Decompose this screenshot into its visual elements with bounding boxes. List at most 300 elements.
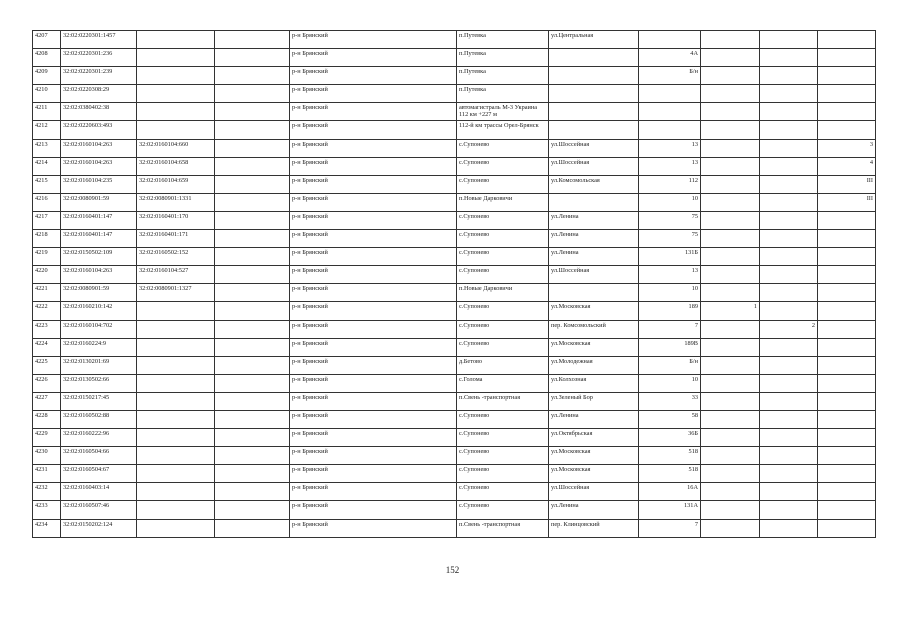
street: ул.Ленина: [549, 248, 639, 266]
row-number: 4228: [33, 410, 61, 428]
related-cadastral-number: [137, 465, 215, 483]
apartment-cell: [818, 103, 876, 121]
building-cell: [701, 447, 760, 465]
district: р-н Брянский: [290, 338, 457, 356]
row-number: 4223: [33, 320, 61, 338]
building-cell: 1: [701, 302, 760, 320]
locality: с.Супонево: [457, 429, 549, 447]
unit-cell: [760, 338, 818, 356]
district: р-н Брянский: [290, 302, 457, 320]
empty-cell: [215, 49, 290, 67]
empty-cell: [215, 211, 290, 229]
apartment-cell: [818, 410, 876, 428]
house-number: 189В: [639, 338, 701, 356]
table-row: [33, 193, 876, 211]
building-cell: [701, 483, 760, 501]
row-number: 4216: [33, 193, 61, 211]
empty-cell: [215, 157, 290, 175]
table-row: [33, 284, 876, 302]
locality: с.Супонево: [457, 447, 549, 465]
table-row: [33, 31, 876, 49]
apartment-cell: [818, 67, 876, 85]
table-row: [33, 85, 876, 103]
unit-cell: [760, 211, 818, 229]
cadastral-number: 32:02:0160104:263: [61, 139, 137, 157]
street: ул.Шоссейная: [549, 157, 639, 175]
apartment-cell: III: [818, 175, 876, 193]
cadastral-number: 32:02:0160104:263: [61, 157, 137, 175]
row-number: 4209: [33, 67, 61, 85]
house-number: 4А: [639, 49, 701, 67]
house-number: 10: [639, 193, 701, 211]
locality: 112-й км трассы Орел-Брянск: [457, 121, 549, 139]
apartment-cell: [818, 320, 876, 338]
table-row: [33, 302, 876, 320]
unit-cell: [760, 85, 818, 103]
house-number: 7: [639, 320, 701, 338]
empty-cell: [215, 519, 290, 537]
empty-cell: [215, 320, 290, 338]
house-number: 10: [639, 284, 701, 302]
cadastral-number: 32:02:0160401:147: [61, 230, 137, 248]
house-number: 33: [639, 392, 701, 410]
row-number: 4208: [33, 49, 61, 67]
locality: п.Свень -транспортная: [457, 392, 549, 410]
unit-cell: [760, 139, 818, 157]
cadastral-number: 32:02:0220301:239: [61, 67, 137, 85]
empty-cell: [215, 175, 290, 193]
cadastral-number: 32:02:0150502:109: [61, 248, 137, 266]
locality: с.Супонево: [457, 338, 549, 356]
related-cadastral-number: 32:02:0160104:659: [137, 175, 215, 193]
locality: с.Супонево: [457, 211, 549, 229]
street: ул.Шоссейная: [549, 266, 639, 284]
locality: с.Супонево: [457, 320, 549, 338]
district: р-н Брянский: [290, 121, 457, 139]
house-number: 131А: [639, 501, 701, 519]
locality: с.Супонево: [457, 465, 549, 483]
table-row: [33, 266, 876, 284]
locality: с.Супонево: [457, 266, 549, 284]
house-number: 75: [639, 211, 701, 229]
apartment-cell: [818, 121, 876, 139]
cadastral-number: 32:02:0160104:263: [61, 266, 137, 284]
house-number: 13: [639, 157, 701, 175]
apartment-cell: [818, 501, 876, 519]
district: р-н Брянский: [290, 67, 457, 85]
district: р-н Брянский: [290, 356, 457, 374]
locality: п.Путевка: [457, 31, 549, 49]
row-number: 4229: [33, 429, 61, 447]
street: ул.Московская: [549, 465, 639, 483]
locality: автомагистраль М-3 Украина 112 км +227 м: [457, 103, 549, 121]
unit-cell: [760, 501, 818, 519]
related-cadastral-number: [137, 447, 215, 465]
table-row: [33, 356, 876, 374]
cadastral-number: 32:02:0220301:236: [61, 49, 137, 67]
empty-cell: [215, 483, 290, 501]
building-cell: [701, 230, 760, 248]
locality: п.Свень -транспортная: [457, 519, 549, 537]
related-cadastral-number: [137, 519, 215, 537]
empty-cell: [215, 248, 290, 266]
table-row: [33, 483, 876, 501]
apartment-cell: [818, 284, 876, 302]
locality: п.Новые Дарковичи: [457, 193, 549, 211]
table-row: [33, 157, 876, 175]
empty-cell: [215, 356, 290, 374]
building-cell: [701, 31, 760, 49]
house-number: 518: [639, 447, 701, 465]
unit-cell: [760, 410, 818, 428]
building-cell: [701, 175, 760, 193]
unit-cell: [760, 284, 818, 302]
related-cadastral-number: [137, 356, 215, 374]
row-number: 4212: [33, 121, 61, 139]
building-cell: [701, 519, 760, 537]
locality: п.Путевка: [457, 49, 549, 67]
house-number: 75: [639, 230, 701, 248]
table-row: [33, 392, 876, 410]
unit-cell: [760, 266, 818, 284]
related-cadastral-number: [137, 31, 215, 49]
related-cadastral-number: 32:02:0080901:1327: [137, 284, 215, 302]
locality: с.Супонево: [457, 139, 549, 157]
unit-cell: [760, 230, 818, 248]
empty-cell: [215, 284, 290, 302]
row-number: 4233: [33, 501, 61, 519]
district: р-н Брянский: [290, 374, 457, 392]
apartment-cell: [818, 374, 876, 392]
building-cell: [701, 501, 760, 519]
row-number: 4230: [33, 447, 61, 465]
related-cadastral-number: [137, 338, 215, 356]
district: р-н Брянский: [290, 447, 457, 465]
empty-cell: [215, 230, 290, 248]
building-cell: [701, 338, 760, 356]
table-row: [33, 230, 876, 248]
table-row: [33, 410, 876, 428]
cadastral-number: 32:02:0160502:88: [61, 410, 137, 428]
house-number: [639, 85, 701, 103]
apartment-cell: [818, 447, 876, 465]
related-cadastral-number: [137, 302, 215, 320]
related-cadastral-number: [137, 374, 215, 392]
empty-cell: [215, 103, 290, 121]
unit-cell: [760, 392, 818, 410]
apartment-cell: [818, 465, 876, 483]
row-number: 4214: [33, 157, 61, 175]
apartment-cell: [818, 248, 876, 266]
table-row: [33, 465, 876, 483]
apartment-cell: [818, 483, 876, 501]
related-cadastral-number: 32:02:0080901:1331: [137, 193, 215, 211]
locality: п.Путевка: [457, 67, 549, 85]
empty-cell: [215, 410, 290, 428]
district: р-н Брянский: [290, 501, 457, 519]
row-number: 4225: [33, 356, 61, 374]
row-number: 4221: [33, 284, 61, 302]
house-number: [639, 31, 701, 49]
house-number: 189: [639, 302, 701, 320]
building-cell: [701, 374, 760, 392]
district: р-н Брянский: [290, 211, 457, 229]
related-cadastral-number: [137, 49, 215, 67]
street: пер. Клинцовский: [549, 519, 639, 537]
house-number: Б/н: [639, 67, 701, 85]
street: [549, 193, 639, 211]
unit-cell: [760, 483, 818, 501]
district: р-н Брянский: [290, 266, 457, 284]
cadastral-number: 32:02:0130201:69: [61, 356, 137, 374]
street: ул.Московская: [549, 302, 639, 320]
building-cell: [701, 49, 760, 67]
related-cadastral-number: [137, 429, 215, 447]
row-number: 4215: [33, 175, 61, 193]
cadastral-number: 32:02:0080901:59: [61, 284, 137, 302]
apartment-cell: [818, 266, 876, 284]
district: р-н Брянский: [290, 410, 457, 428]
building-cell: [701, 211, 760, 229]
street: [549, 121, 639, 139]
locality: с.Супонево: [457, 157, 549, 175]
street: [549, 67, 639, 85]
cadastral-number: 32:02:0160403:14: [61, 483, 137, 501]
related-cadastral-number: [137, 121, 215, 139]
cadastral-number: 32:02:0160222:96: [61, 429, 137, 447]
cadastral-number: 32:02:0080901:59: [61, 193, 137, 211]
table-row: [33, 374, 876, 392]
district: р-н Брянский: [290, 85, 457, 103]
house-number: 7: [639, 519, 701, 537]
unit-cell: [760, 157, 818, 175]
district: р-н Брянский: [290, 157, 457, 175]
house-number: 58: [639, 410, 701, 428]
building-cell: [701, 103, 760, 121]
row-number: 4207: [33, 31, 61, 49]
apartment-cell: [818, 302, 876, 320]
district: р-н Брянский: [290, 429, 457, 447]
street: ул.Московская: [549, 338, 639, 356]
district: р-н Брянский: [290, 139, 457, 157]
related-cadastral-number: [137, 392, 215, 410]
related-cadastral-number: 32:02:0160104:660: [137, 139, 215, 157]
district: р-н Брянский: [290, 31, 457, 49]
cadastral-number: 32:02:0160104:235: [61, 175, 137, 193]
locality: с.Супонево: [457, 501, 549, 519]
related-cadastral-number: [137, 103, 215, 121]
unit-cell: [760, 429, 818, 447]
building-cell: [701, 410, 760, 428]
apartment-cell: III: [818, 193, 876, 211]
apartment-cell: [818, 392, 876, 410]
street: ул.Ленина: [549, 211, 639, 229]
apartment-cell: [818, 519, 876, 537]
apartment-cell: [818, 49, 876, 67]
unit-cell: [760, 356, 818, 374]
cadastral-number: 32:02:0160507:46: [61, 501, 137, 519]
building-cell: [701, 67, 760, 85]
street: ул.Шоссейная: [549, 483, 639, 501]
street: ул.Центральная: [549, 31, 639, 49]
street: ул.Комсомольская: [549, 175, 639, 193]
cadastral-number: 32:02:0220603:493: [61, 121, 137, 139]
district: р-н Брянский: [290, 284, 457, 302]
cadastral-number: 32:02:0160504:66: [61, 447, 137, 465]
building-cell: [701, 85, 760, 103]
street: ул.Московская: [549, 447, 639, 465]
empty-cell: [215, 139, 290, 157]
apartment-cell: 4: [818, 157, 876, 175]
district: р-н Брянский: [290, 193, 457, 211]
locality: п.Новые Дарковичи: [457, 284, 549, 302]
street: [549, 103, 639, 121]
empty-cell: [215, 193, 290, 211]
locality: д.Бетово: [457, 356, 549, 374]
empty-cell: [215, 67, 290, 85]
district: р-н Брянский: [290, 320, 457, 338]
district: р-н Брянский: [290, 392, 457, 410]
empty-cell: [215, 447, 290, 465]
unit-cell: [760, 121, 818, 139]
empty-cell: [215, 85, 290, 103]
empty-cell: [215, 501, 290, 519]
unit-cell: [760, 302, 818, 320]
apartment-cell: [818, 85, 876, 103]
unit-cell: [760, 49, 818, 67]
locality: с.Супонево: [457, 483, 549, 501]
apartment-cell: [818, 31, 876, 49]
street: ул.Молодежная: [549, 356, 639, 374]
row-number: 4227: [33, 392, 61, 410]
empty-cell: [215, 31, 290, 49]
unit-cell: [760, 465, 818, 483]
related-cadastral-number: [137, 410, 215, 428]
apartment-cell: [818, 429, 876, 447]
unit-cell: [760, 374, 818, 392]
related-cadastral-number: [137, 67, 215, 85]
unit-cell: [760, 519, 818, 537]
related-cadastral-number: 32:02:0160502:152: [137, 248, 215, 266]
district: р-н Брянский: [290, 465, 457, 483]
table-row: [33, 211, 876, 229]
cadastral-number: 32:02:0160401:147: [61, 211, 137, 229]
street: ул.Ленина: [549, 410, 639, 428]
row-number: 4226: [33, 374, 61, 392]
unit-cell: [760, 67, 818, 85]
related-cadastral-number: [137, 85, 215, 103]
street: пер. Комсомольский: [549, 320, 639, 338]
table-row: [33, 139, 876, 157]
house-number: [639, 103, 701, 121]
district: р-н Брянский: [290, 230, 457, 248]
table-row: [33, 248, 876, 266]
related-cadastral-number: [137, 483, 215, 501]
house-number: Б/н: [639, 356, 701, 374]
apartment-cell: [818, 338, 876, 356]
empty-cell: [215, 429, 290, 447]
unit-cell: [760, 248, 818, 266]
street: ул.Октябрьская: [549, 429, 639, 447]
cadastral-number: 32:02:0150202:124: [61, 519, 137, 537]
cadastral-number: 32:02:0160504:67: [61, 465, 137, 483]
cadastral-number: 32:02:0380402:38: [61, 103, 137, 121]
related-cadastral-number: 32:02:0160104:658: [137, 157, 215, 175]
building-cell: [701, 193, 760, 211]
table-row: [33, 121, 876, 139]
cadastral-number: 32:02:0160104:702: [61, 320, 137, 338]
related-cadastral-number: [137, 501, 215, 519]
street: ул.Колхозная: [549, 374, 639, 392]
building-cell: [701, 320, 760, 338]
row-number: 4224: [33, 338, 61, 356]
table-row: [33, 49, 876, 67]
table-row: [33, 67, 876, 85]
related-cadastral-number: 32:02:0160401:170: [137, 211, 215, 229]
table-row: [33, 338, 876, 356]
street: ул.Ленина: [549, 230, 639, 248]
table-row: [33, 320, 876, 338]
cadastral-number: 32:02:0220308:29: [61, 85, 137, 103]
row-number: 4217: [33, 211, 61, 229]
apartment-cell: [818, 230, 876, 248]
street: [549, 49, 639, 67]
unit-cell: [760, 103, 818, 121]
empty-cell: [215, 392, 290, 410]
house-number: 10: [639, 374, 701, 392]
district: р-н Брянский: [290, 248, 457, 266]
locality: с.Супонево: [457, 230, 549, 248]
apartment-cell: 3: [818, 139, 876, 157]
street: ул.Ленина: [549, 501, 639, 519]
street: [549, 85, 639, 103]
house-number: [639, 121, 701, 139]
street: [549, 284, 639, 302]
locality: с.Супонево: [457, 175, 549, 193]
apartment-cell: [818, 356, 876, 374]
cadastral-number: 32:02:0150217:45: [61, 392, 137, 410]
row-number: 4210: [33, 85, 61, 103]
building-cell: [701, 266, 760, 284]
house-number: 13: [639, 139, 701, 157]
locality: с.Супонево: [457, 248, 549, 266]
house-number: 112: [639, 175, 701, 193]
table-row: [33, 501, 876, 519]
district: р-н Брянский: [290, 519, 457, 537]
unit-cell: [760, 193, 818, 211]
house-number: 36Б: [639, 429, 701, 447]
related-cadastral-number: 32:02:0160104:527: [137, 266, 215, 284]
district: р-н Брянский: [290, 175, 457, 193]
building-cell: [701, 284, 760, 302]
row-number: 4218: [33, 230, 61, 248]
building-cell: [701, 465, 760, 483]
locality: с.Супонево: [457, 410, 549, 428]
page-number: 152: [445, 565, 460, 575]
building-cell: [701, 356, 760, 374]
empty-cell: [215, 374, 290, 392]
locality: с.Голома: [457, 374, 549, 392]
row-number: 4211: [33, 103, 61, 121]
table-row: [33, 103, 876, 121]
apartment-cell: [818, 211, 876, 229]
table-row: [33, 175, 876, 193]
street: ул.Шоссейная: [549, 139, 639, 157]
registry-table: [32, 30, 876, 538]
building-cell: [701, 139, 760, 157]
house-number: 518: [639, 465, 701, 483]
building-cell: [701, 248, 760, 266]
